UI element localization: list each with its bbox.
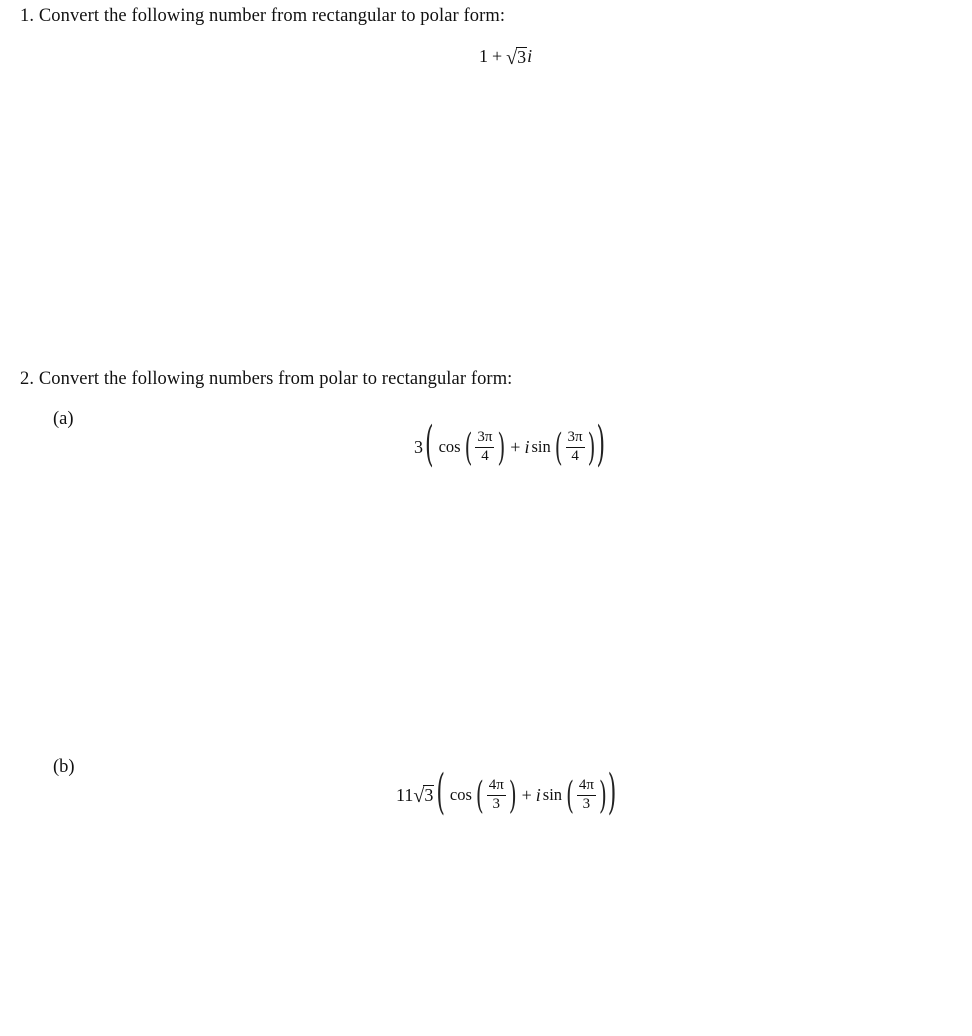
square-root [506,47,527,67]
fraction-denominator: 4 [571,447,579,464]
problem-2-heading [20,369,512,390]
plus-sign: + [492,46,503,66]
problem-1-text: Convert the following number from rectangular to polar form: [38,6,506,26]
imaginary-unit: i [535,784,541,805]
sin-function: sin [531,437,551,457]
problem-1-heading [20,6,505,27]
angle-fraction [577,778,596,813]
imaginary-unit: i [524,436,530,457]
fraction-numerator: 3π [477,429,493,445]
coefficient: 11 [396,784,414,805]
cos-function: cos [438,437,461,457]
left-paren-outer: ( [425,419,434,474]
problem-2-text: Convert the following numbers from polar to rectangular form: [38,369,513,389]
radical-sign: √ [413,785,425,808]
fraction-numerator: 4π [578,777,594,793]
radicand: 3 [517,46,527,67]
fraction-denominator: 3 [582,795,591,812]
radicand: 3 [424,785,434,806]
right-paren: ) [508,773,517,818]
angle-fraction [487,778,506,813]
fraction-denominator: 4 [481,447,489,464]
fraction-denominator: 3 [492,795,501,812]
real-part: 1 [479,46,488,66]
cos-function: cos [449,785,472,805]
coefficient: 3 [414,436,423,457]
right-paren-outer: ) [607,767,617,822]
imaginary-unit: i [527,46,533,66]
left-paren: ( [464,425,473,470]
part-b-expression [396,767,618,822]
right-paren: ) [598,773,607,818]
plus-sign: + [521,784,532,805]
right-paren-outer: ) [596,419,606,474]
radical-sign: √ [506,46,518,69]
part-b-label: (b) [53,757,75,777]
fraction-numerator: 4π [488,777,504,793]
angle-fraction [475,430,494,465]
problem-1-expression [479,46,532,67]
left-paren: ( [475,773,484,818]
plus-sign: + [510,436,521,457]
right-paren: ) [497,425,506,470]
part-a-expression [414,419,607,474]
right-paren: ) [587,425,596,470]
square-root [413,785,434,808]
part-a-label: (a) [53,409,74,429]
angle-fraction [566,430,585,465]
sin-function: sin [542,785,563,805]
left-paren: ( [554,425,563,470]
fraction-numerator: 3π [567,429,583,445]
left-paren-outer: ( [436,767,445,822]
problem-1-number: 1. [20,6,35,26]
problem-2-number: 2. [20,369,35,389]
left-paren: ( [566,773,574,818]
